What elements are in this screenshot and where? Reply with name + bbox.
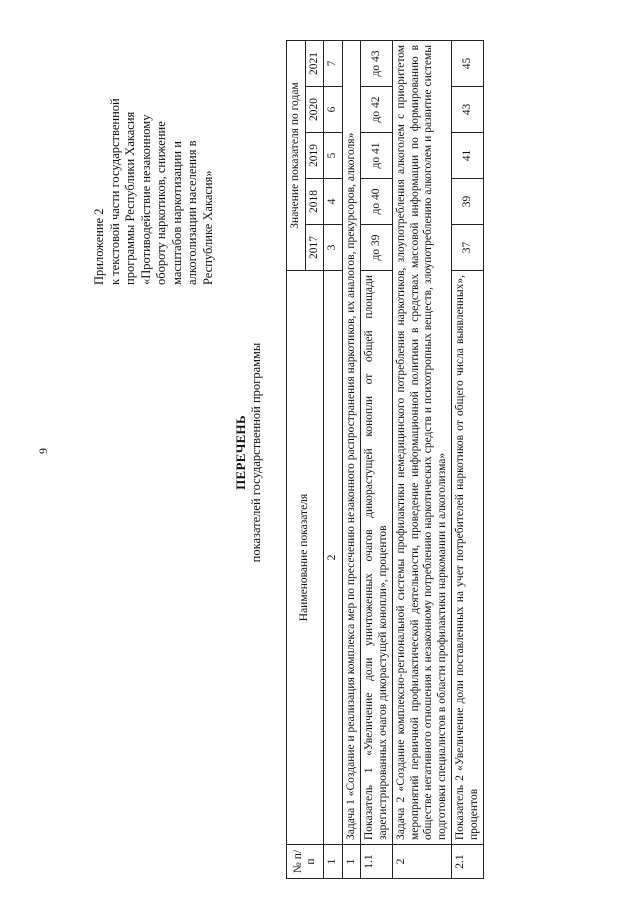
row-num: 1.1 xyxy=(361,845,393,879)
appendix-line: алкоголизации населения в xyxy=(185,140,199,285)
value-cell: до 41 xyxy=(361,133,393,179)
table-row xyxy=(452,40,484,878)
header-years-group: Значение показателя по годам xyxy=(287,40,306,270)
row-text: Показатель 1 «Увеличение доли уничтоженных очагов дикорастущей конопли от общей площади зарегистрированных очагов дикорастущей конопли», процентов xyxy=(361,271,393,845)
appendix-line: программы Республики Хакасия xyxy=(123,111,137,285)
row-text: Показатель 2 «Увеличение доли поставленных на учет потребителей наркотиков от общего числа выявленных», процентов xyxy=(452,271,484,845)
header-year: 2020 xyxy=(305,87,324,133)
page-number: 9 xyxy=(36,448,50,454)
row-num: 2.1 xyxy=(452,845,484,879)
index-cell: 1 xyxy=(324,845,343,879)
row-num: 2 xyxy=(393,845,452,879)
document-title: ПЕРЕЧЕНЬ xyxy=(233,415,248,490)
index-cell: 2 xyxy=(324,271,343,845)
header-num: № п/п xyxy=(287,845,324,879)
appendix-note xyxy=(92,25,216,285)
index-cell: 4 xyxy=(324,179,343,225)
header-name: Наименование показателя xyxy=(287,271,324,845)
index-cell: 3 xyxy=(324,225,343,271)
index-cell: 6 xyxy=(324,87,343,133)
appendix-line: обороту наркотиков, снижение xyxy=(154,121,168,285)
value-cell: до 43 xyxy=(361,40,393,86)
value-cell: до 39 xyxy=(361,225,393,271)
value-cell: 43 xyxy=(452,87,484,133)
value-cell: до 40 xyxy=(361,179,393,225)
table-row xyxy=(342,40,361,878)
appendix-line: Приложение 2 xyxy=(92,208,106,285)
header-year: 2021 xyxy=(305,40,324,86)
row-text: Задача 2 «Создание комплексно-региональной системы профилактики немедицинского потребления наркотиков, злоупотребления алкоголем с приоритетом мероприятий первичной профилактической деятельности, проведение информационной политики в средствах массовой информации по формированию в обществе негативного отношения к незаконному потреблению наркотических средств и психотропных веществ, злоупотреблению алкоголем и развитие системы подготовки специалистов в области профилактики наркомании и алкоголизма» xyxy=(393,40,452,844)
appendix-line: «Противодействие незаконному xyxy=(138,114,153,285)
value-cell: 39 xyxy=(452,179,484,225)
header-year: 2018 xyxy=(305,179,324,225)
value-cell: до 42 xyxy=(361,87,393,133)
header-year: 2019 xyxy=(305,133,324,179)
table-row xyxy=(393,40,452,878)
row-text: Задача 1 «Создание и реализация комплекса мер по пресечению незаконного распространения наркотиков, их аналогов, прекурсоров, алкоголя» xyxy=(342,40,361,844)
index-cell: 5 xyxy=(324,133,343,179)
appendix-line: к текстовой части государственной xyxy=(107,98,122,285)
value-cell: 45 xyxy=(452,40,484,86)
appendix-line: Республике Хакасия» xyxy=(200,170,215,285)
indicators-table xyxy=(286,40,484,879)
value-cell: 41 xyxy=(452,133,484,179)
value-cell: 37 xyxy=(452,225,484,271)
document-subtitle: показателей государственной программы xyxy=(249,342,263,563)
row-num: 1 xyxy=(342,845,361,879)
header-year: 2017 xyxy=(305,225,324,271)
index-row xyxy=(324,40,343,878)
appendix-line: масштабов наркотизации и xyxy=(169,141,184,285)
table-row xyxy=(361,40,393,878)
index-cell: 7 xyxy=(324,40,343,86)
